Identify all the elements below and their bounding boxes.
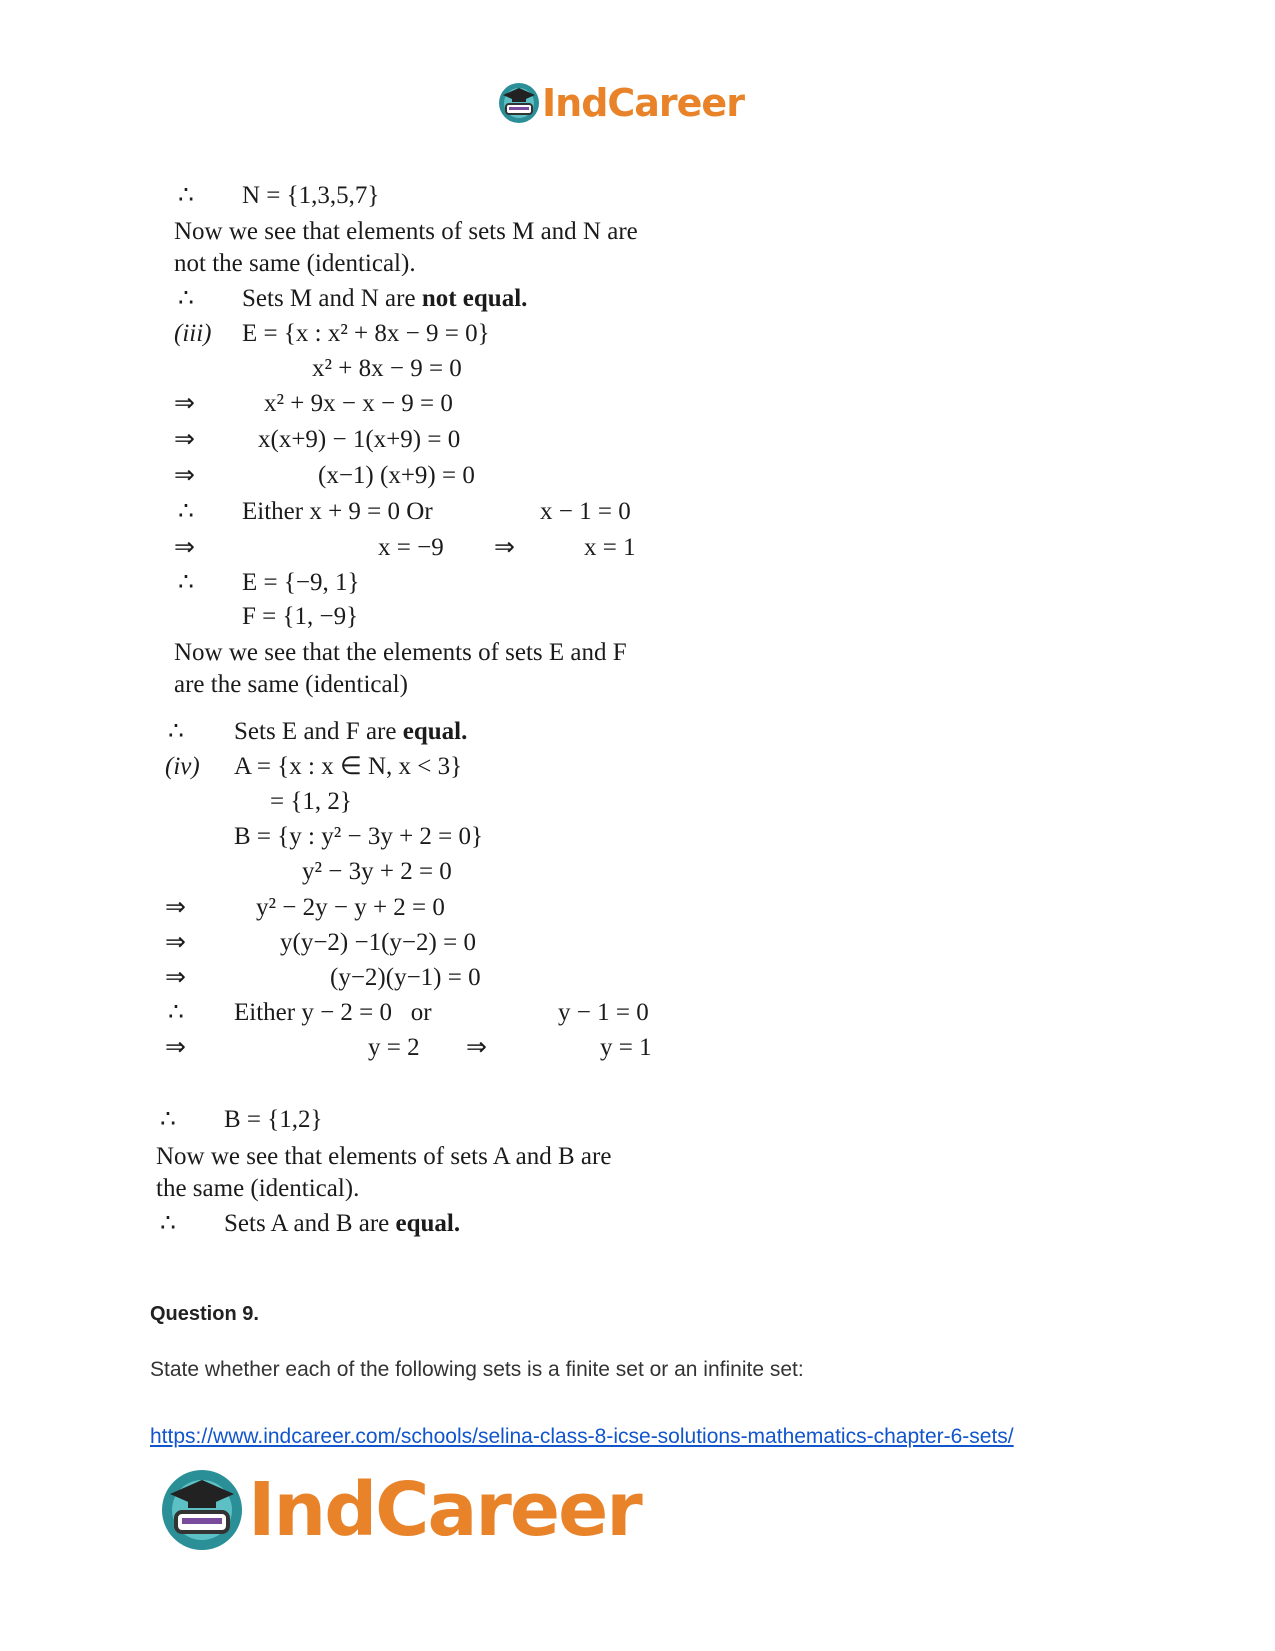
set-b: B = {1,2} <box>224 1106 323 1133</box>
b-step-4: (y−2)(y−1) = 0 <box>330 964 481 991</box>
b-solution-left: y = 2 <box>368 1034 420 1061</box>
result-ef <box>234 717 467 747</box>
source-link[interactable]: https://www.indcareer.com/schools/selina-class-8-icse-solutions-mathematics-chapter-6-sets/ <box>150 1425 1014 1448</box>
therefore-symbol: ∴ <box>160 1106 176 1133</box>
conclusion-mn-line1: Now we see that elements of sets M and N are <box>174 218 638 245</box>
therefore-symbol: ∴ <box>168 718 184 745</box>
brand-wordmark: IndCareer <box>542 81 744 125</box>
question-text: State whether each of the following sets is a finite set or an infinite set: <box>150 1358 804 1381</box>
implies-symbol: ⇒ <box>494 534 515 561</box>
therefore-symbol: ∴ <box>178 569 194 596</box>
result-mn-text: Sets M and N are <box>242 285 422 312</box>
b-step-3: y(y−2) −1(y−2) = 0 <box>280 929 476 956</box>
b-solution-right: y = 1 <box>600 1034 652 1061</box>
implies-symbol: ⇒ <box>165 1034 186 1061</box>
b-step-1: y² − 3y + 2 = 0 <box>302 858 452 885</box>
solution-scan <box>0 0 760 1280</box>
e-either: Either x + 9 = 0 Or <box>242 498 433 525</box>
e-either-right: x − 1 = 0 <box>540 498 631 525</box>
implies-symbol: ⇒ <box>165 894 186 921</box>
result-ef-text: Sets E and F are <box>234 718 403 745</box>
conclusion-ef-line2: are the same (identical) <box>174 671 408 698</box>
e-solution-right: x = 1 <box>584 534 636 561</box>
set-b-definition: B = {y : y² − 3y + 2 = 0} <box>234 823 484 850</box>
part-iii-label: (iii) <box>174 320 212 347</box>
graduation-cap-book-icon <box>160 1468 244 1552</box>
set-e-definition: E = {x : x² + 8x − 9 = 0} <box>242 320 490 347</box>
b-step-2: y² − 2y − y + 2 = 0 <box>256 894 445 921</box>
b-either-right: y − 1 = 0 <box>558 999 649 1026</box>
conclusion-ab-line1: Now we see that elements of sets A and B are <box>156 1143 612 1170</box>
implies-symbol: ⇒ <box>174 534 195 561</box>
therefore-symbol: ∴ <box>178 285 194 312</box>
set-e: E = {−9, 1} <box>242 569 360 596</box>
e-solution-left: x = −9 <box>378 534 444 561</box>
implies-symbol: ⇒ <box>466 1034 487 1061</box>
result-mn-bold: not equal. <box>421 285 528 312</box>
result-ab-bold: equal. <box>395 1210 461 1237</box>
implies-symbol: ⇒ <box>174 390 195 417</box>
question-heading: Question 9. <box>150 1303 259 1325</box>
brand-wordmark: IndCareer <box>248 1467 641 1553</box>
implies-symbol: ⇒ <box>165 929 186 956</box>
therefore-symbol: ∴ <box>160 1210 176 1237</box>
result-ab-text: Sets A and B are <box>224 1210 396 1237</box>
e-step-4: (x−1) (x+9) = 0 <box>318 462 475 489</box>
therefore-symbol: ∴ <box>178 182 194 209</box>
implies-symbol: ⇒ <box>174 462 195 489</box>
result-ab <box>224 1209 460 1239</box>
set-f: F = {1, −9} <box>242 603 359 630</box>
b-either: Either y − 2 = 0 or <box>234 999 432 1026</box>
e-step-1: x² + 8x − 9 = 0 <box>312 355 462 382</box>
implies-symbol: ⇒ <box>165 964 186 991</box>
therefore-symbol: ∴ <box>178 498 194 525</box>
implies-symbol: ⇒ <box>174 426 195 453</box>
e-step-3: x(x+9) − 1(x+9) = 0 <box>258 426 461 453</box>
set-a-definition: A = {x : x ∈ N, x < 3} <box>234 753 463 780</box>
set-n: N = {1,3,5,7} <box>242 182 380 209</box>
conclusion-ab-line2: the same (identical). <box>156 1175 360 1202</box>
part-iv-label: (iv) <box>165 753 200 780</box>
result-mn <box>242 284 527 314</box>
footer-logo <box>160 1465 641 1555</box>
conclusion-ef-line1: Now we see that the elements of sets E and F <box>174 639 627 666</box>
conclusion-mn-line2: not the same (identical). <box>174 250 416 277</box>
result-ef-bold: equal. <box>402 718 468 745</box>
e-step-2: x² + 9x − x − 9 = 0 <box>264 390 453 417</box>
set-a-value: = {1, 2} <box>270 788 352 815</box>
therefore-symbol: ∴ <box>168 999 184 1026</box>
